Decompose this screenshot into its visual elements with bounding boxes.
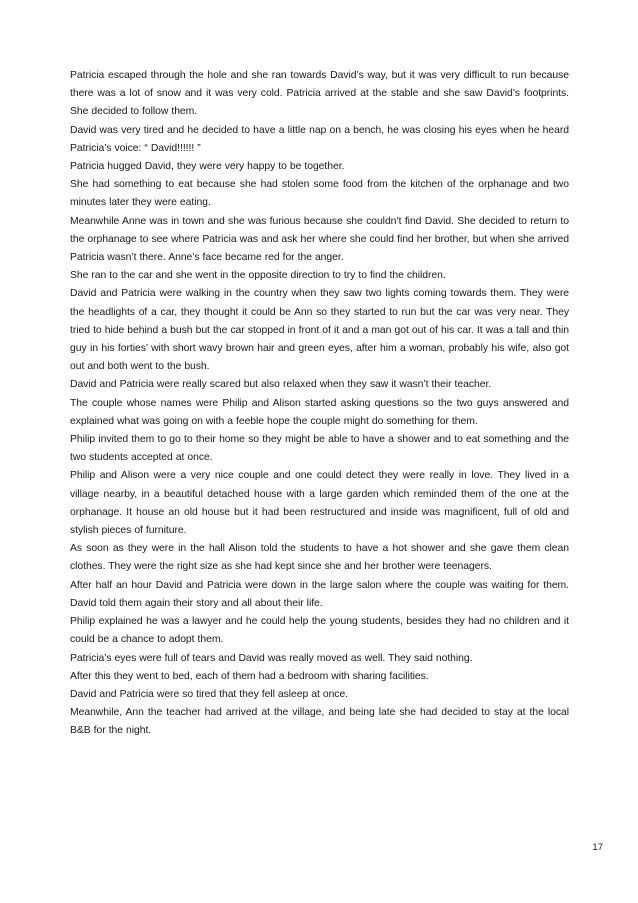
paragraph: David and Patricia were so tired that they fell asleep at once. bbox=[70, 688, 349, 700]
paragraph: David and Patricia were really scared but also relaxed when they saw it wasn’t their teacher. bbox=[70, 379, 492, 391]
text-body bbox=[70, 67, 569, 741]
paragraph: Patricia’s eyes were full of tears and David was really moved as well. They said nothing. bbox=[70, 652, 473, 664]
paragraph: David and Patricia were walking in the country when they saw two lights coming towards them. They were the headlights of a car, they thought it could be Ann so they started to run but the car was very near. They tried to hide behind a bush but the car stopped in front of it and a man got out of his car. It was a tall and thin guy in his forties’ with short wavy brown hair and green eyes, after him a woman, probably his wife, also got out and both went to the bush. bbox=[70, 288, 569, 373]
paragraph: Patricia hugged David, they were very happy to be together. bbox=[70, 161, 345, 173]
paragraph: As soon as they were in the hall Alison told the students to have a hot shower and she gave them clean clothes. They were the right size as she had kept since she and her brother were teenagers. bbox=[70, 543, 569, 573]
paragraph: Philip explained he was a lawyer and he could help the young students, besides they had no children and it could be a chance to adopt them. bbox=[70, 616, 569, 646]
paragraph: David was very tired and he decided to have a little nap on a bench, he was closing his eyes when he heard Patricia’s voice: “ David!!!!!! ” bbox=[70, 124, 569, 154]
paragraph: The couple whose names were Philip and Alison started asking questions so the two guys answered and explained what was going on with a feeble hope the couple might do something for them. bbox=[70, 397, 569, 427]
paragraph: Meanwhile, Ann the teacher had arrived at the village, and being late she had decided to stay at the local B&B for the night. bbox=[70, 707, 569, 737]
paragraph: Patricia escaped through the hole and she ran towards David’s way, but it was very difficult to run because there was a lot of snow and it was very cold. Patricia arrived at the stable and she saw David’s footprints. She decided to follow them. bbox=[70, 70, 569, 118]
paragraph: Philip invited them to go to their home so they might be able to have a shower and to eat something and the two students accepted at once. bbox=[70, 434, 569, 464]
paragraph: She ran to the car and she went in the opposite direction to try to find the children. bbox=[70, 270, 446, 282]
page-number: 17 bbox=[592, 842, 603, 853]
paragraph: Meanwhile Anne was in town and she was furious because she couldn’t find David. She decided to return to the orphanage to see where Patricia was and ask her where she could find her brother, but when she arrived Patricia wasn’t there. Anne’s face became red for the anger. bbox=[70, 215, 569, 264]
paragraph: After half an hour David and Patricia were down in the large salon where the couple was waiting for them. David told them again their story and all about their life. bbox=[70, 579, 569, 609]
paragraph: She had something to eat because she had stolen some food from the kitchen of the orphanage and two minutes later they were eating. bbox=[70, 179, 569, 209]
paragraph: Philip and Alison were a very nice couple and one could detect they were really in love. They lived in a village nearby, in a beautiful detached house with a large garden which reminded them of the one at the orphanage. It house an old house but it had been restructured and inside was magnificent, full of old and stylish pieces of furniture. bbox=[70, 470, 569, 537]
paragraph: After this they went to bed, each of them had a bedroom with sharing facilities. bbox=[70, 670, 429, 682]
